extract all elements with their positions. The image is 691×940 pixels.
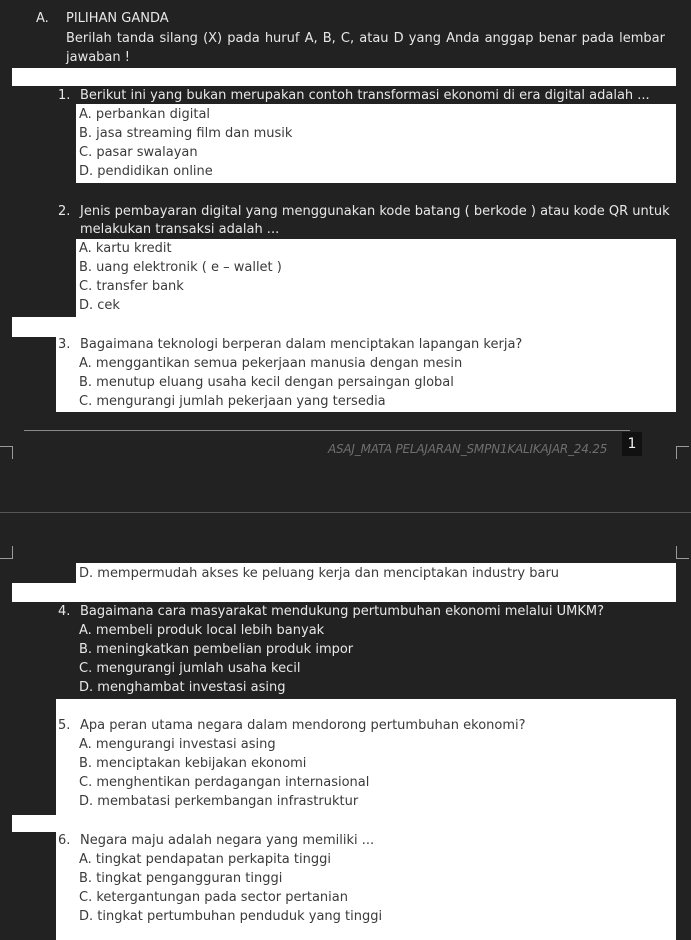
question-3-option-b[interactable]: B. menutup eluang usaha kecil dengan persaingan global bbox=[79, 375, 454, 390]
question-4-option-c[interactable]: C. mengurangi jumlah usaha kecil bbox=[79, 661, 301, 676]
question-1-option-b[interactable]: B. jasa streaming film dan musik bbox=[79, 126, 293, 141]
question-1-option-a[interactable]: A. perbankan digital bbox=[79, 107, 211, 122]
question-2-option-a[interactable]: A. kartu kredit bbox=[79, 241, 172, 256]
question-5-text: Apa peran utama negara dalam mendorong pertumbuhan ekonomi? bbox=[80, 718, 526, 733]
question-1-option-d[interactable]: D. pendidikan online bbox=[79, 164, 213, 179]
question-2-option-d[interactable]: D. cek bbox=[79, 298, 120, 313]
question-3-option-d-band bbox=[12, 583, 676, 602]
question-1-text: Berikut ini yang bukan merupakan contoh transformasi ekonomi di era digital adalah ... bbox=[80, 88, 650, 103]
question-3-number-cover bbox=[12, 317, 56, 337]
question-3-number: 3. bbox=[58, 337, 71, 352]
section-letter: A. bbox=[36, 11, 49, 26]
highlight-band bbox=[12, 68, 676, 86]
question-6-number: 6. bbox=[58, 833, 71, 848]
question-3-text: Bagaimana teknologi berperan dalam menciptakan lapangan kerja? bbox=[80, 337, 523, 352]
question-4-text: Bagaimana cara masyarakat mendukung pertumbuhan ekonomi melalui UMKM? bbox=[80, 604, 604, 619]
page-break-line bbox=[0, 512, 691, 513]
question-6-option-d[interactable]: D. tingkat pertumbuhan penduduk yang tinggi bbox=[79, 909, 383, 924]
page-corner-right-top bbox=[676, 446, 689, 459]
page-corner-left-bottom bbox=[0, 546, 13, 559]
instruction-line-2: jawaban ! bbox=[66, 50, 130, 65]
question-6-option-c[interactable]: C. ketergantungan pada sector pertanian bbox=[79, 890, 348, 905]
question-6-text: Negara maju adalah negara yang memiliki ... bbox=[80, 833, 375, 848]
question-3-option-a[interactable]: A. menggantikan semua pekerjaan manusia dengan mesin bbox=[79, 356, 463, 371]
question-4-number: 4. bbox=[58, 604, 71, 619]
section-title: PILIHAN GANDA bbox=[66, 11, 169, 26]
question-3-option-c[interactable]: C. mengurangi jumlah pekerjaan yang tersedia bbox=[79, 394, 386, 409]
question-1-number: 1. bbox=[58, 88, 71, 103]
question-4-option-a[interactable]: A. membeli produk local lebih banyak bbox=[79, 623, 325, 638]
question-4-option-d[interactable]: D. menghambat investasi asing bbox=[79, 680, 286, 695]
page-number: 1 bbox=[622, 432, 642, 456]
question-2-number: 2. bbox=[58, 204, 71, 219]
question-1-option-c[interactable]: C. pasar swalayan bbox=[79, 145, 198, 160]
question-4-option-b[interactable]: B. meningkatkan pembelian produk impor bbox=[79, 642, 354, 657]
question-3-option-d[interactable]: D. mempermudah akses ke peluang kerja dan menciptakan industry baru bbox=[79, 566, 560, 581]
question-5-option-d[interactable]: D. membatasi perkembangan infrastruktur bbox=[79, 794, 359, 809]
question-5-option-b[interactable]: B. menciptakan kebijakan ekonomi bbox=[79, 756, 307, 771]
page-corner-left-top bbox=[0, 446, 13, 459]
instruction-line-1: Berilah tanda silang (X) pada huruf A, B, C, atau D yang Anda anggap benar pada lembar bbox=[66, 31, 665, 46]
page-corner-right-bottom bbox=[676, 546, 689, 559]
question-2-option-b[interactable]: B. uang elektronik ( e – wallet ) bbox=[79, 260, 282, 275]
footer-code: ASAJ_MATA PELAJARAN_SMPN1KALIKAJAR_24.25 bbox=[328, 442, 608, 456]
question-5-band bbox=[12, 815, 56, 832]
question-2-option-c[interactable]: C. transfer bank bbox=[79, 279, 184, 294]
question-5-option-a[interactable]: A. mengurangi investasi asing bbox=[79, 737, 276, 752]
footer-rule bbox=[24, 430, 630, 431]
question-2-side-band bbox=[12, 317, 676, 337]
question-2-text-line-2: melakukan transaksi adalah ... bbox=[80, 222, 280, 237]
question-5-number: 5. bbox=[58, 718, 71, 733]
question-6-option-b[interactable]: B. tingkat pengangguran tinggi bbox=[79, 871, 283, 886]
question-2-text-line-1: Jenis pembayaran digital yang menggunakan kode batang ( berkode ) atau kode QR untuk bbox=[80, 204, 670, 219]
question-6-option-a[interactable]: A. tingkat pendapatan perkapita tinggi bbox=[79, 852, 331, 867]
question-5-option-c[interactable]: C. menghentikan perdagangan internasional bbox=[79, 775, 370, 790]
